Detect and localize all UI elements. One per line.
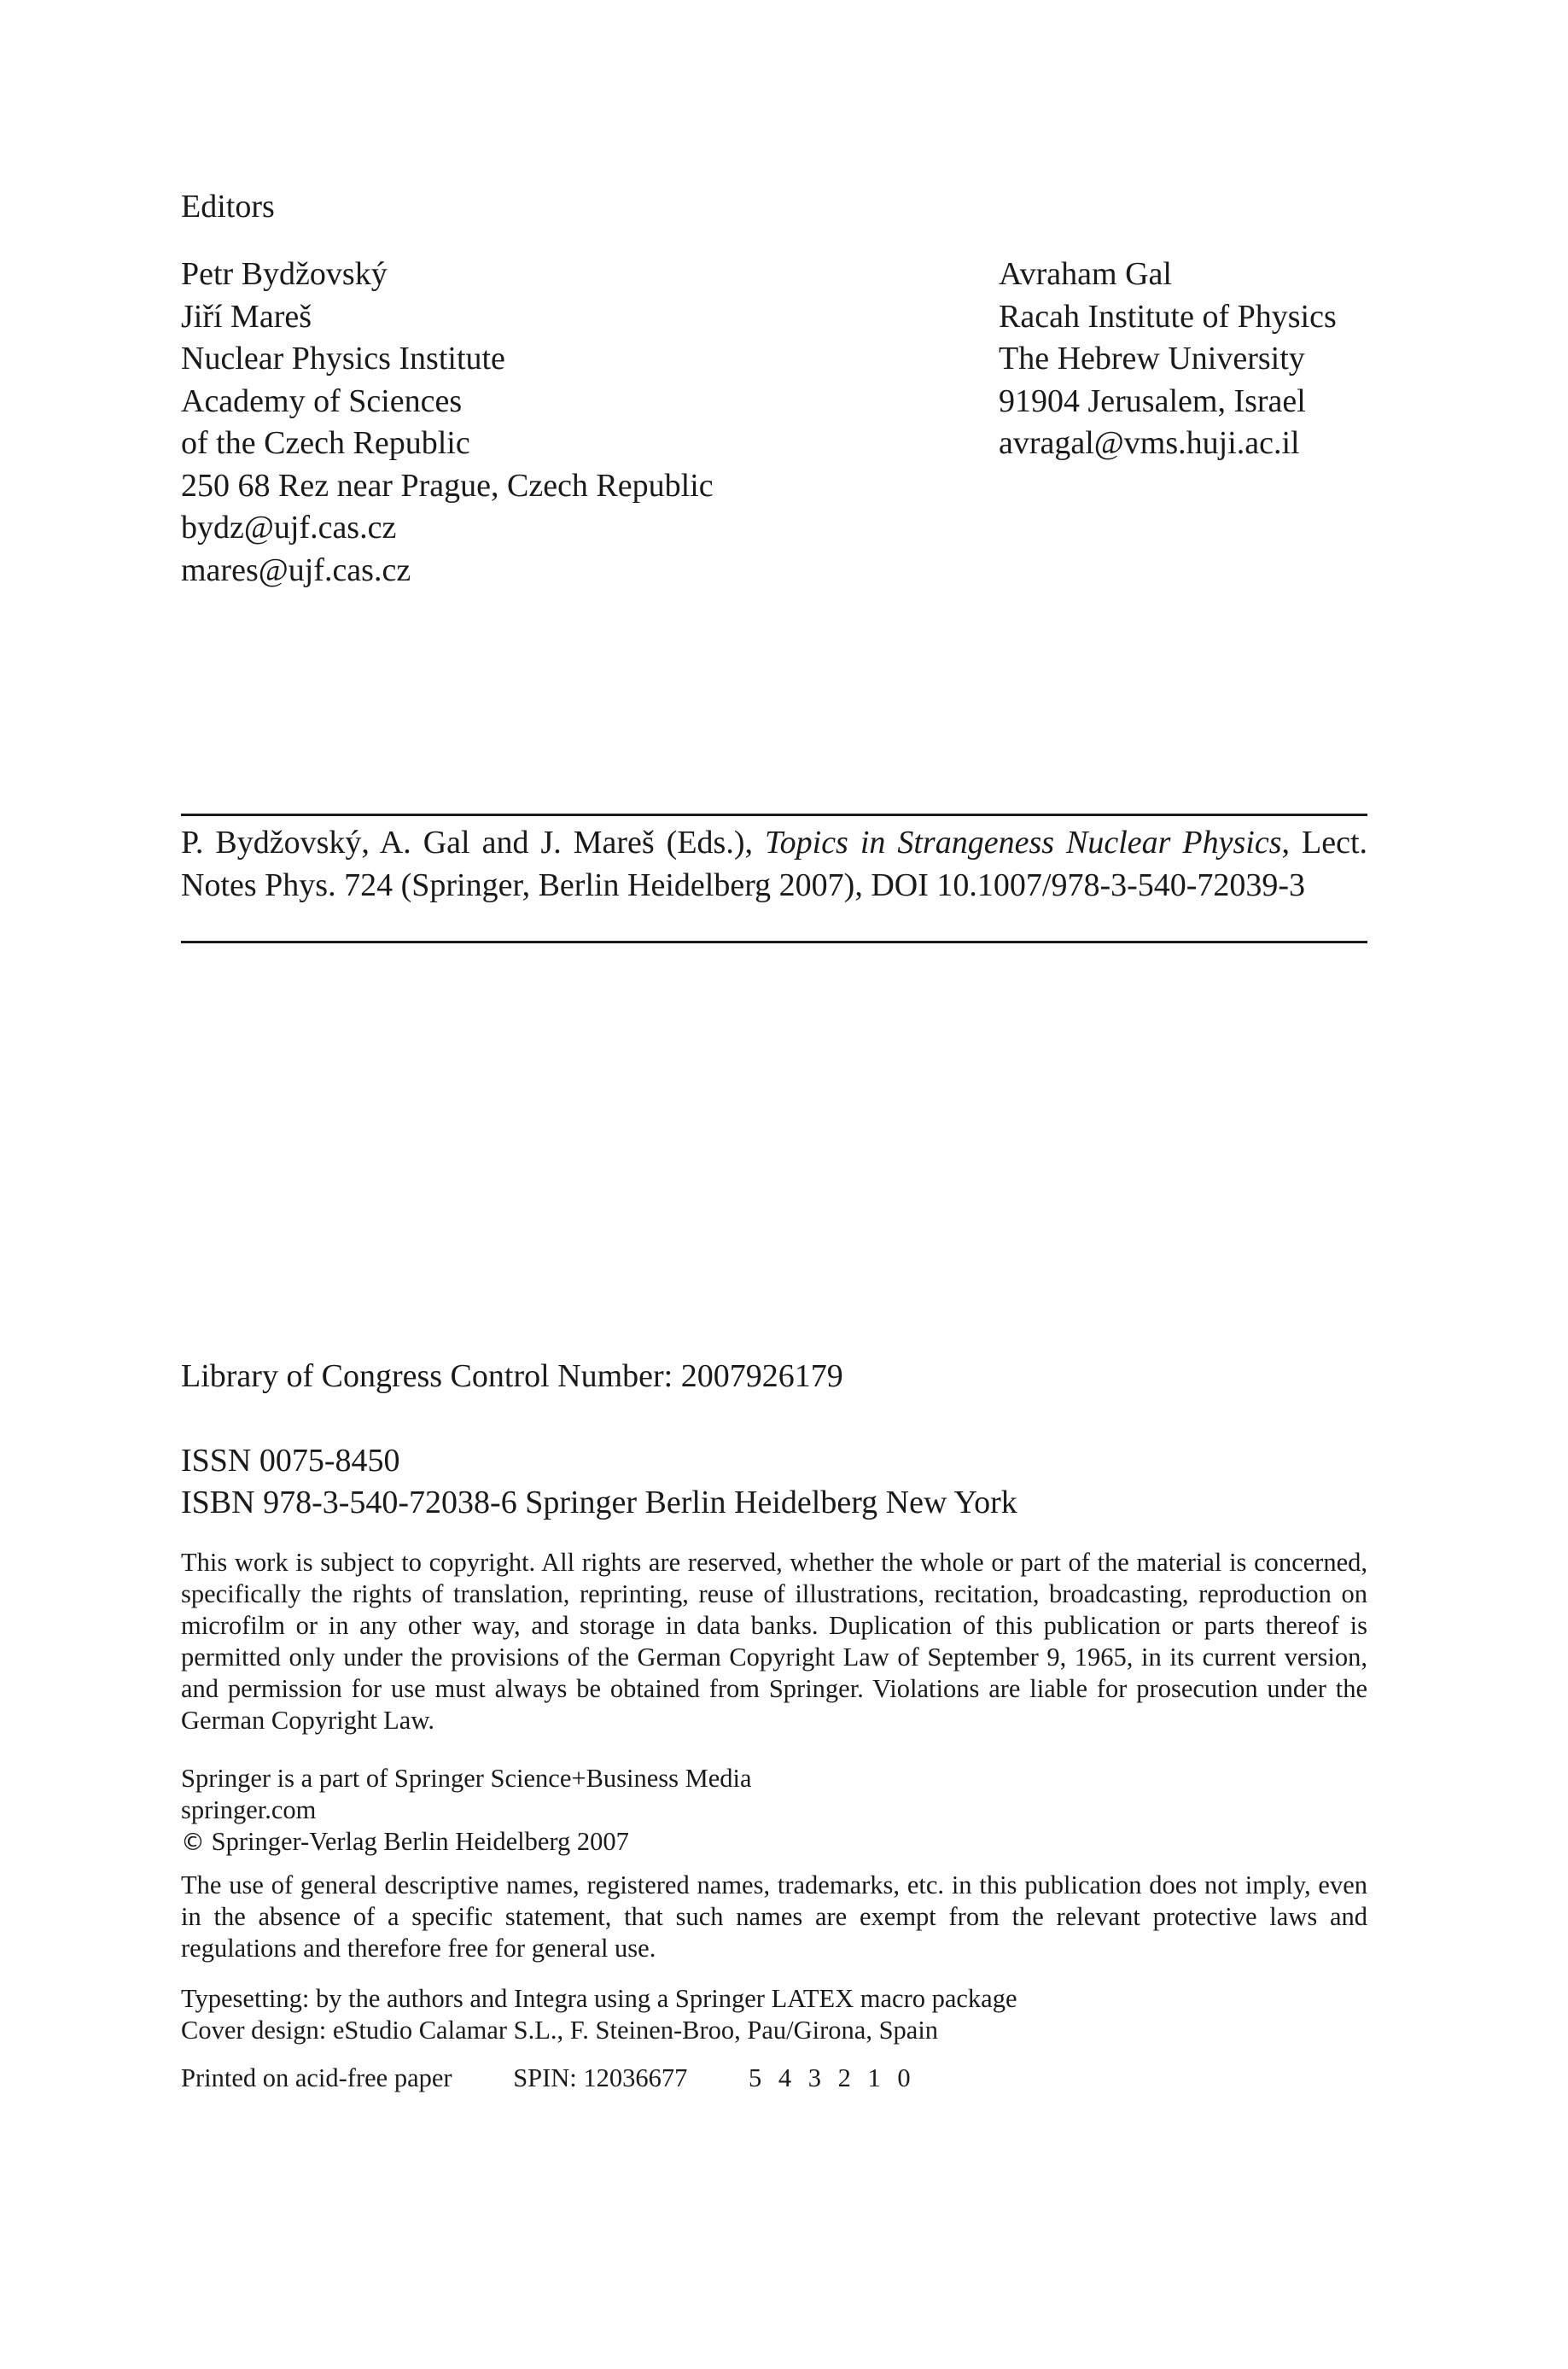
affiliation-line: Racah Institute of Physics xyxy=(999,298,1337,335)
affiliation-line: Nuclear Physics Institute xyxy=(181,341,505,376)
affiliation-line: of the Czech Republic xyxy=(181,425,470,461)
citation-block xyxy=(181,821,1367,907)
citation-suffix: , Lect. Notes Phys. 724 (Springer, Berlin Heidelberg 2007), DOI 10.1007/ xyxy=(181,825,1368,903)
copyright-line xyxy=(181,1826,752,1858)
issn-isbn-block xyxy=(181,1440,1017,1524)
citation-title: Topics in Strangeness Nuclear Physics xyxy=(764,825,1282,861)
affiliation-line: Academy of Sciences xyxy=(181,382,463,419)
address-line: 250 68 Rez near Prague, Czech Republic xyxy=(181,467,714,504)
acid-free-paper-note: Printed on acid-free paper xyxy=(181,2063,452,2092)
citation-doi-tail: 978-3-540-72039-3 xyxy=(1051,867,1306,903)
printing-line: 5 4 3 2 1 0 xyxy=(749,2063,916,2092)
editor-name: Petr Bydžovský xyxy=(181,256,388,292)
email-address: mares@ujf.cas.cz xyxy=(181,551,411,588)
springer-website: springer.com xyxy=(181,1795,317,1824)
editors-heading: Editors xyxy=(181,189,275,225)
email-address: avragal@vms.huji.ac.il xyxy=(999,425,1300,461)
production-credits xyxy=(181,1983,1017,2046)
citation-prefix: P. Bydžovský, A. Gal and J. Mareš (Eds.), xyxy=(181,825,753,861)
copyright-icon: © xyxy=(181,1828,205,1856)
editors-left-column xyxy=(181,254,714,592)
loc-control-number: Library of Congress Control Number: 2007926179 xyxy=(181,1358,843,1394)
editor-name: Jiří Mareš xyxy=(181,298,312,335)
isbn-line: ISBN 978-3-540-72038-6 Springer Berlin Heidelberg New York xyxy=(181,1485,1017,1520)
spin-number: SPIN: 12036677 xyxy=(513,2063,688,2092)
cover-design-line: Cover design: eStudio Calamar S.L., F. Steinen-Broo, Pau/Girona, Spain xyxy=(181,2016,939,2045)
email-address: bydz@ujf.cas.cz xyxy=(181,510,397,546)
springer-info xyxy=(181,1763,752,1858)
springer-part-of: Springer is a part of Springer Science+Business Media xyxy=(181,1764,752,1793)
editors-right-column xyxy=(999,254,1337,465)
printing-info xyxy=(181,2063,916,2094)
editor-name: Avraham Gal xyxy=(999,256,1172,292)
copyright-holder: Springer-Verlag Berlin Heidelberg 2007 xyxy=(211,1827,629,1856)
trademark-notice: The use of general descriptive names, registered names, trademarks, etc. in this publication does not imply, even in the absence of a specific statement, that such names are exempt from the relevant protective laws and regulations and therefore free for general use. xyxy=(181,1870,1367,1963)
affiliation-line: The Hebrew University xyxy=(999,341,1305,376)
citation-top-rule xyxy=(181,814,1367,816)
issn-line: ISSN 0075-8450 xyxy=(181,1443,400,1479)
address-line: 91904 Jerusalem, Israel xyxy=(999,382,1306,419)
typesetting-line: Typesetting: by the authors and Integra using a Springer LATEX macro package xyxy=(181,1984,1017,2013)
citation-bottom-rule xyxy=(181,941,1367,943)
copyright-notice: This work is subject to copyright. All rights are reserved, whether the whole or part of the material is concerned, specifically the rights of translation, reprinting, reuse of illustrations, recitation, broadcasting, reproduction on microfilm or in any other way, and storage in data banks. Duplication of this publication or parts thereof is permitted only under the provisions of the German Copyright Law of September 9, 1965, in its current version, and permission for use must always be obtained from Springer. Violations are liable for prosecution under the German Copyright Law. xyxy=(181,1548,1367,1735)
